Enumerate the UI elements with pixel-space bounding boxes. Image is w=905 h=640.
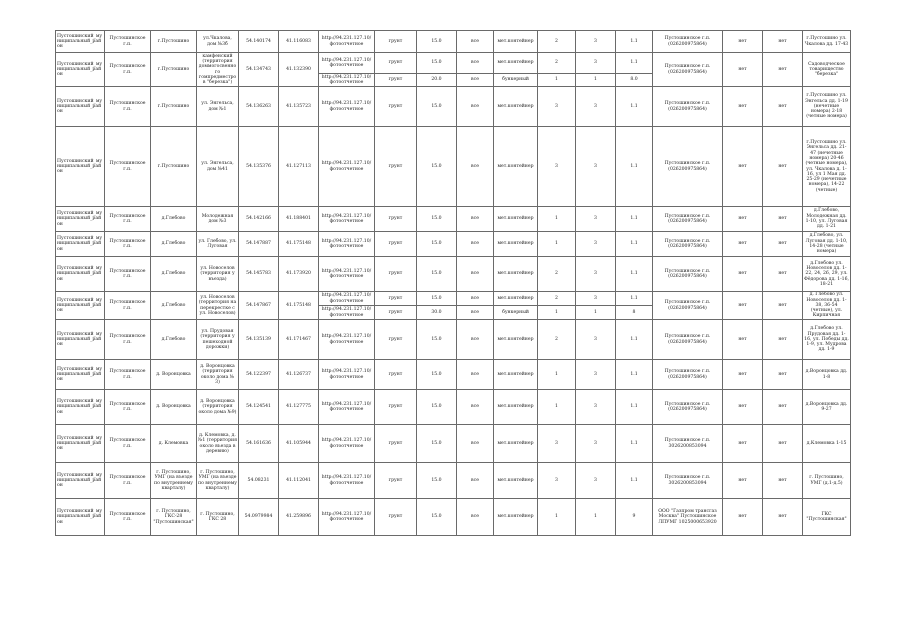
shelter-cell: нет: [723, 87, 763, 127]
waste-type-cell: все: [457, 360, 494, 390]
served-objects-cell: г. Пустошино, УМГ (д.1-д.5): [803, 463, 851, 499]
waste-type-cell: все: [457, 207, 494, 232]
locality-cell: г.Пустошино: [151, 53, 197, 87]
served-objects-cell: д.Глебово, Молодежная дд. 1-10, ул. Луговая дд. 1-21: [803, 207, 851, 232]
address-cell: ул. Энгельса, дом №41: [197, 127, 239, 207]
capacity-cell: 1.1: [616, 31, 653, 53]
volume-cell: 1: [576, 499, 616, 536]
owner-cell: Пустошинское г.п. (026200975864): [653, 232, 723, 257]
lon-cell: 41.188401: [279, 207, 319, 232]
served-objects-cell: д.Глебово ул. Прудовая дд. 1-16, ул. Победы дд. 1-9, ул. Мудрова дд. 1-9: [803, 320, 851, 360]
served-objects-cell: д.Глебово, ул. Луговая дд. 1-10, 14-28 (четные номера): [803, 232, 851, 257]
shelter-cell: нет: [723, 320, 763, 360]
served-objects-cell: г.Пустошино ул. Энгельса дд. 21-47 (нечетные номера) 20-46 (четные номера), ул. Чкалова д. 1-16, ул 1 Мая дд. 25-29 (нечетные номера), 14-22 (четные): [803, 127, 851, 207]
address-cell: г. Пустошино, ГКС 28: [197, 499, 239, 536]
address-cell: ул. Новоселов (территория у въезда): [197, 257, 239, 292]
volume-cell: 1: [576, 74, 616, 87]
owner-cell: Пустошинское г.п. (026200975864): [653, 87, 723, 127]
district-cell: Пустошинский_муниципальный_район: [56, 425, 105, 463]
owner-cell: Пустошинское г.п. 3026200853094: [653, 463, 723, 499]
owner-cell: Пустошинское г.п. (026200975864): [653, 127, 723, 207]
fence-cell: нет: [763, 425, 803, 463]
served-objects-cell: д. Глебово ул. Новоселов дд. 1-38, 36-54 (четные), ул. Кирпичная: [803, 292, 851, 320]
fence-cell: нет: [763, 499, 803, 536]
district-cell: Пустошинский_муниципальный_район: [56, 320, 105, 360]
served-objects-cell: г.Пустошино ул. Энгельса дд. 1-19 (нечетные номера) 2-18 (четные номера): [803, 87, 851, 127]
address-cell: ул. Новоселов (территория на перекрестке с ул. Новоселов): [197, 292, 239, 320]
surface-cell: грунт: [375, 53, 417, 74]
capacity-cell: 1.1: [616, 53, 653, 74]
container-count-cell: 1: [538, 207, 576, 232]
waste-type-cell: все: [457, 390, 494, 425]
address-cell: д. Клемовка, д.№1 (территория около въезда в деревню): [197, 425, 239, 463]
area-cell: 15.0: [417, 499, 457, 536]
surface-cell: грунт: [375, 207, 417, 232]
waste-type-cell: все: [457, 31, 494, 53]
settlement-cell: Пустошинское г.п.: [105, 53, 151, 87]
owner-cell: Пустошинское г.п. (026200975864): [653, 31, 723, 53]
container-type-cell: бункерный: [494, 306, 538, 320]
capacity-cell: 1.1: [616, 463, 653, 499]
surface-cell: грунт: [375, 74, 417, 87]
table-row: [56, 390, 851, 425]
container-type-cell: мет.контейнер: [494, 207, 538, 232]
photo-link-cell: http://94.231.127.10/фотоотчетное: [319, 292, 375, 306]
lon-cell: 41.173920: [279, 257, 319, 292]
address-cell: ул. Прудовая (территория у пешеходной дорожки): [197, 320, 239, 360]
lat-cell: 54.161636: [239, 425, 279, 463]
district-cell: Пустошинский_муниципальный_район: [56, 390, 105, 425]
lon-cell: 41.112041: [279, 463, 319, 499]
table-row: [56, 292, 851, 306]
district-cell: Пустошинский_муниципальный_район: [56, 232, 105, 257]
fence-cell: нет: [763, 31, 803, 53]
served-objects-cell: д.Глебово ул. Новоселов дд. 1-22, 24, 26, 29, ул. Фёдорова дд. 1-16, 18-21: [803, 257, 851, 292]
table-row: [56, 499, 851, 536]
served-objects-cell: Садоводческое товарищество "березка": [803, 53, 851, 87]
lat-cell: 54.0979984: [239, 499, 279, 536]
district-cell: Пустошинский_муниципальный_район: [56, 53, 105, 87]
capacity-cell: 1.1: [616, 207, 653, 232]
container-type-cell: мет.контейнер: [494, 87, 538, 127]
lon-cell: 41.171467: [279, 320, 319, 360]
container-count-cell: 1: [538, 360, 576, 390]
surface-cell: грунт: [375, 463, 417, 499]
capacity-cell: 1.1: [616, 390, 653, 425]
shelter-cell: нет: [723, 463, 763, 499]
fence-cell: нет: [763, 320, 803, 360]
locality-cell: г. Пустошино, УМГ (на въезде по внутреннему кварталу): [151, 463, 197, 499]
waste-type-cell: все: [457, 306, 494, 320]
container-count-cell: 1: [538, 499, 576, 536]
container-count-cell: 1: [538, 232, 576, 257]
surface-cell: грунт: [375, 127, 417, 207]
fence-cell: нет: [763, 127, 803, 207]
owner-cell: Пустошинское г.п. (026200975864): [653, 53, 723, 87]
locality-cell: д.Глебово: [151, 207, 197, 232]
lon-cell: 41.126737: [279, 360, 319, 390]
waste-sites-table: [55, 30, 851, 536]
address-cell: д. Воронцовка (территория около дома №9): [197, 390, 239, 425]
container-type-cell: мет.контейнер: [494, 232, 538, 257]
table-row: [56, 53, 851, 74]
waste-type-cell: все: [457, 499, 494, 536]
surface-cell: грунт: [375, 425, 417, 463]
shelter-cell: нет: [723, 207, 763, 232]
capacity-cell: 1.1: [616, 232, 653, 257]
locality-cell: г. Пустошино, ГКС-28 "Пустошинская": [151, 499, 197, 536]
container-type-cell: мет.контейнер: [494, 499, 538, 536]
settlement-cell: Пустошинское г.п.: [105, 390, 151, 425]
container-count-cell: 3: [538, 463, 576, 499]
photo-link-cell: http://94.231.127.10/фотоотчетное: [319, 31, 375, 53]
locality-cell: д.Глебово: [151, 292, 197, 320]
container-count-cell: 1: [538, 74, 576, 87]
shelter-cell: нет: [723, 232, 763, 257]
volume-cell: 3: [576, 127, 616, 207]
area-cell: 15.0: [417, 232, 457, 257]
volume-cell: 3: [576, 87, 616, 127]
district-cell: Пустошинский_муниципальный_район: [56, 127, 105, 207]
container-count-cell: 2: [538, 257, 576, 292]
shelter-cell: нет: [723, 31, 763, 53]
area-cell: 15.0: [417, 360, 457, 390]
fence-cell: нет: [763, 53, 803, 87]
container-type-cell: мет.контейнер: [494, 31, 538, 53]
area-cell: 15.0: [417, 127, 457, 207]
surface-cell: грунт: [375, 87, 417, 127]
district-cell: Пустошинский_муниципальный_район: [56, 207, 105, 232]
container-count-cell: 2: [538, 53, 576, 74]
lat-cell: 54.142166: [239, 207, 279, 232]
settlement-cell: Пустошинское г.п.: [105, 207, 151, 232]
address-cell: Молодежная дом №3: [197, 207, 239, 232]
capacity-cell: 1.1: [616, 360, 653, 390]
settlement-cell: Пустошинское г.п.: [105, 257, 151, 292]
waste-type-cell: все: [457, 292, 494, 306]
photo-link-cell: http://94.231.127.10/фотоотчетное: [319, 127, 375, 207]
owner-cell: Пустошинское г.п. (026200975864): [653, 257, 723, 292]
capacity-cell: 1.1: [616, 425, 653, 463]
capacity-cell: 1.1: [616, 292, 653, 306]
shelter-cell: нет: [723, 257, 763, 292]
photo-link-cell: http://94.231.127.10/фотоотчетное: [319, 257, 375, 292]
surface-cell: грунт: [375, 320, 417, 360]
waste-type-cell: все: [457, 257, 494, 292]
area-cell: 15.0: [417, 31, 457, 53]
lon-cell: 41.105944: [279, 425, 319, 463]
address-cell: г. Пустошино, УМГ (на въезде по внутреннему кварталу): [197, 463, 239, 499]
fence-cell: нет: [763, 207, 803, 232]
shelter-cell: нет: [723, 390, 763, 425]
shelter-cell: нет: [723, 425, 763, 463]
volume-cell: 3: [576, 292, 616, 306]
area-cell: 15.0: [417, 425, 457, 463]
settlement-cell: Пустошинское г.п.: [105, 499, 151, 536]
waste-type-cell: все: [457, 320, 494, 360]
area-cell: 20.0: [417, 74, 457, 87]
fence-cell: нет: [763, 463, 803, 499]
area-cell: 15.0: [417, 463, 457, 499]
container-type-cell: мет.контейнер: [494, 127, 538, 207]
waste-type-cell: все: [457, 127, 494, 207]
served-objects-cell: г.Пустошино ул. Чкалова дд. 17-43: [803, 31, 851, 53]
table-row: [56, 425, 851, 463]
lon-cell: 41.135723: [279, 87, 319, 127]
container-count-cell: 1: [538, 390, 576, 425]
photo-link-cell: http://94.231.127.10/фотоотчетное: [319, 320, 375, 360]
fence-cell: нет: [763, 292, 803, 320]
owner-cell: Пустошинское г.п. (026200975864): [653, 292, 723, 320]
lat-cell: 54.140174: [239, 31, 279, 53]
photo-link-cell: http://94.231.127.10/фотоотчетное: [319, 390, 375, 425]
lat-cell: 54.145783: [239, 257, 279, 292]
volume-cell: 3: [576, 425, 616, 463]
shelter-cell: нет: [723, 127, 763, 207]
address-cell: ул. Энгельса, дом №1: [197, 87, 239, 127]
lat-cell: 54.136263: [239, 87, 279, 127]
lat-cell: 54.08231: [239, 463, 279, 499]
lat-cell: 54.147867: [239, 292, 279, 320]
district-cell: Пустошинский_муниципальный_район: [56, 257, 105, 292]
container-count-cell: 2: [538, 292, 576, 306]
area-cell: 30.0: [417, 306, 457, 320]
volume-cell: 3: [576, 232, 616, 257]
district-cell: Пустошинский_муниципальный_район: [56, 31, 105, 53]
district-cell: Пустошинский_муниципальный_район: [56, 292, 105, 320]
area-cell: 15.0: [417, 53, 457, 74]
container-count-cell: 1: [538, 306, 576, 320]
address-cell: камфенский (территория доммогосвенного гомпредместров "березка"): [197, 53, 239, 87]
area-cell: 15.0: [417, 320, 457, 360]
owner-cell: Пустошинское г.п. (026200975864): [653, 207, 723, 232]
locality-cell: д.Глебово: [151, 320, 197, 360]
fence-cell: нет: [763, 87, 803, 127]
locality-cell: д. Клемовка: [151, 425, 197, 463]
area-cell: 15.0: [417, 87, 457, 127]
waste-type-cell: все: [457, 74, 494, 87]
lon-cell: 41.116083: [279, 31, 319, 53]
container-type-cell: мет.контейнер: [494, 292, 538, 306]
photo-link-cell: http://94.231.127.10/фотоотчетное: [319, 306, 375, 320]
surface-cell: грунт: [375, 499, 417, 536]
volume-cell: 3: [576, 390, 616, 425]
photo-link-cell: http://94.231.127.10/фотоотчетное: [319, 499, 375, 536]
photo-link-cell: http://94.231.127.10/фотоотчетное: [319, 74, 375, 87]
waste-type-cell: все: [457, 425, 494, 463]
area-cell: 15.0: [417, 292, 457, 306]
container-type-cell: мет.контейнер: [494, 425, 538, 463]
volume-cell: 1: [576, 306, 616, 320]
container-count-cell: 2: [538, 31, 576, 53]
container-type-cell: мет.контейнер: [494, 390, 538, 425]
district-cell: Пустошинский_муниципальный_район: [56, 463, 105, 499]
photo-link-cell: http://94.231.127.10/фотоотчетное: [319, 87, 375, 127]
district-cell: Пустошинский_муниципальный_район: [56, 360, 105, 390]
lat-cell: 54.135376: [239, 127, 279, 207]
table-row: [56, 257, 851, 292]
served-objects-cell: д.Воронцовка дд. 9-27: [803, 390, 851, 425]
locality-cell: г.Пустошино: [151, 87, 197, 127]
capacity-cell: 9: [616, 499, 653, 536]
shelter-cell: нет: [723, 53, 763, 87]
capacity-cell: 1.1: [616, 127, 653, 207]
lat-cell: 54.122397: [239, 360, 279, 390]
address-cell: д. Воронцовка (территория около дома № 3): [197, 360, 239, 390]
district-cell: Пустошинский_муниципальный_район: [56, 87, 105, 127]
waste-type-cell: все: [457, 232, 494, 257]
settlement-cell: Пустошинское г.п.: [105, 463, 151, 499]
capacity-cell: 1.1: [616, 87, 653, 127]
container-type-cell: мет.контейнер: [494, 463, 538, 499]
volume-cell: 3: [576, 207, 616, 232]
settlement-cell: Пустошинское г.п.: [105, 87, 151, 127]
fence-cell: нет: [763, 360, 803, 390]
photo-link-cell: http://94.231.127.10/фотоотчетное: [319, 463, 375, 499]
owner-cell: Пустошинское г.п. (026200975864): [653, 390, 723, 425]
photo-link-cell: http://94.231.127.10/фотоотчетное: [319, 207, 375, 232]
lat-cell: 54.147887: [239, 232, 279, 257]
photo-link-cell: http://94.231.127.10/фотоотчетное: [319, 53, 375, 74]
address-cell: ул. Глебово, ул. Луговая: [197, 232, 239, 257]
table-row: [56, 320, 851, 360]
surface-cell: грунт: [375, 360, 417, 390]
settlement-cell: Пустошинское г.п.: [105, 320, 151, 360]
owner-cell: ООО "Газпром трансгаз Москва" Пустошинское ЛПУМГ 1025000653920: [653, 499, 723, 536]
district-cell: Пустошинский_муниципальный_район: [56, 499, 105, 536]
table-row: [56, 127, 851, 207]
shelter-cell: нет: [723, 499, 763, 536]
lon-cell: 41.259896: [279, 499, 319, 536]
photo-link-cell: http://94.231.127.10/фотоотчетное: [319, 425, 375, 463]
owner-cell: Пустошинское г.п. 3026200853094: [653, 425, 723, 463]
capacity-cell: 1.1: [616, 257, 653, 292]
table-row: [56, 87, 851, 127]
owner-cell: Пустошинское г.п. (026200975864): [653, 320, 723, 360]
volume-cell: 3: [576, 320, 616, 360]
surface-cell: грунт: [375, 257, 417, 292]
settlement-cell: Пустошинское г.п.: [105, 292, 151, 320]
volume-cell: 3: [576, 257, 616, 292]
container-type-cell: мет.контейнер: [494, 257, 538, 292]
served-objects-cell: д.Воронцовка дд. 1-8: [803, 360, 851, 390]
settlement-cell: Пустошинское г.п.: [105, 232, 151, 257]
waste-type-cell: все: [457, 53, 494, 74]
volume-cell: 3: [576, 463, 616, 499]
container-type-cell: бункерный: [494, 74, 538, 87]
volume-cell: 3: [576, 53, 616, 74]
settlement-cell: Пустошинское г.п.: [105, 360, 151, 390]
area-cell: 15.0: [417, 257, 457, 292]
volume-cell: 3: [576, 31, 616, 53]
volume-cell: 3: [576, 360, 616, 390]
locality-cell: д.Глебово: [151, 232, 197, 257]
table-row: [56, 360, 851, 390]
container-count-cell: 3: [538, 127, 576, 207]
locality-cell: д. Воронцовка: [151, 360, 197, 390]
capacity-cell: 8.0: [616, 74, 653, 87]
surface-cell: грунт: [375, 31, 417, 53]
settlement-cell: Пустошинское г.п.: [105, 425, 151, 463]
lat-cell: 54.134743: [239, 53, 279, 87]
surface-cell: грунт: [375, 292, 417, 306]
lon-cell: 41.175148: [279, 232, 319, 257]
area-cell: 15.0: [417, 207, 457, 232]
container-type-cell: мет.контейнер: [494, 360, 538, 390]
settlement-cell: Пустошинское г.п.: [105, 31, 151, 53]
lon-cell: 41.127775: [279, 390, 319, 425]
shelter-cell: нет: [723, 292, 763, 320]
photo-link-cell: http://94.231.127.10/фотоотчетное: [319, 360, 375, 390]
container-count-cell: 3: [538, 425, 576, 463]
waste-type-cell: все: [457, 87, 494, 127]
area-cell: 15.0: [417, 390, 457, 425]
lat-cell: 54.135139: [239, 320, 279, 360]
fence-cell: нет: [763, 232, 803, 257]
surface-cell: грунт: [375, 390, 417, 425]
shelter-cell: нет: [723, 360, 763, 390]
container-count-cell: 3: [538, 87, 576, 127]
locality-cell: г.Пустошино: [151, 127, 197, 207]
locality-cell: д.Глебово: [151, 257, 197, 292]
locality-cell: г.Пустошино: [151, 31, 197, 53]
surface-cell: грунт: [375, 232, 417, 257]
served-objects-cell: д.Клемовка 1-15: [803, 425, 851, 463]
lon-cell: 41.127113: [279, 127, 319, 207]
capacity-cell: 1.1: [616, 320, 653, 360]
table-row: [56, 31, 851, 53]
settlement-cell: Пустошинское г.п.: [105, 127, 151, 207]
capacity-cell: 8: [616, 306, 653, 320]
container-type-cell: мет.контейнер: [494, 53, 538, 74]
lat-cell: 54.124541: [239, 390, 279, 425]
photo-link-cell: http://94.231.127.10/фотоотчетное: [319, 232, 375, 257]
surface-cell: грунт: [375, 306, 417, 320]
address-cell: ул.Чкалова, дом №3б: [197, 31, 239, 53]
lon-cell: 41.132390: [279, 53, 319, 87]
locality-cell: д. Воронцовка: [151, 390, 197, 425]
served-objects-cell: ГКС "Пустошинская": [803, 499, 851, 536]
table-row: [56, 232, 851, 257]
table-row: [56, 207, 851, 232]
lon-cell: 41.175148: [279, 292, 319, 320]
container-count-cell: 2: [538, 320, 576, 360]
owner-cell: Пустошинское г.п. (026200975864): [653, 360, 723, 390]
fence-cell: нет: [763, 390, 803, 425]
table-row: [56, 463, 851, 499]
container-type-cell: мет.контейнер: [494, 320, 538, 360]
fence-cell: нет: [763, 257, 803, 292]
waste-type-cell: все: [457, 463, 494, 499]
